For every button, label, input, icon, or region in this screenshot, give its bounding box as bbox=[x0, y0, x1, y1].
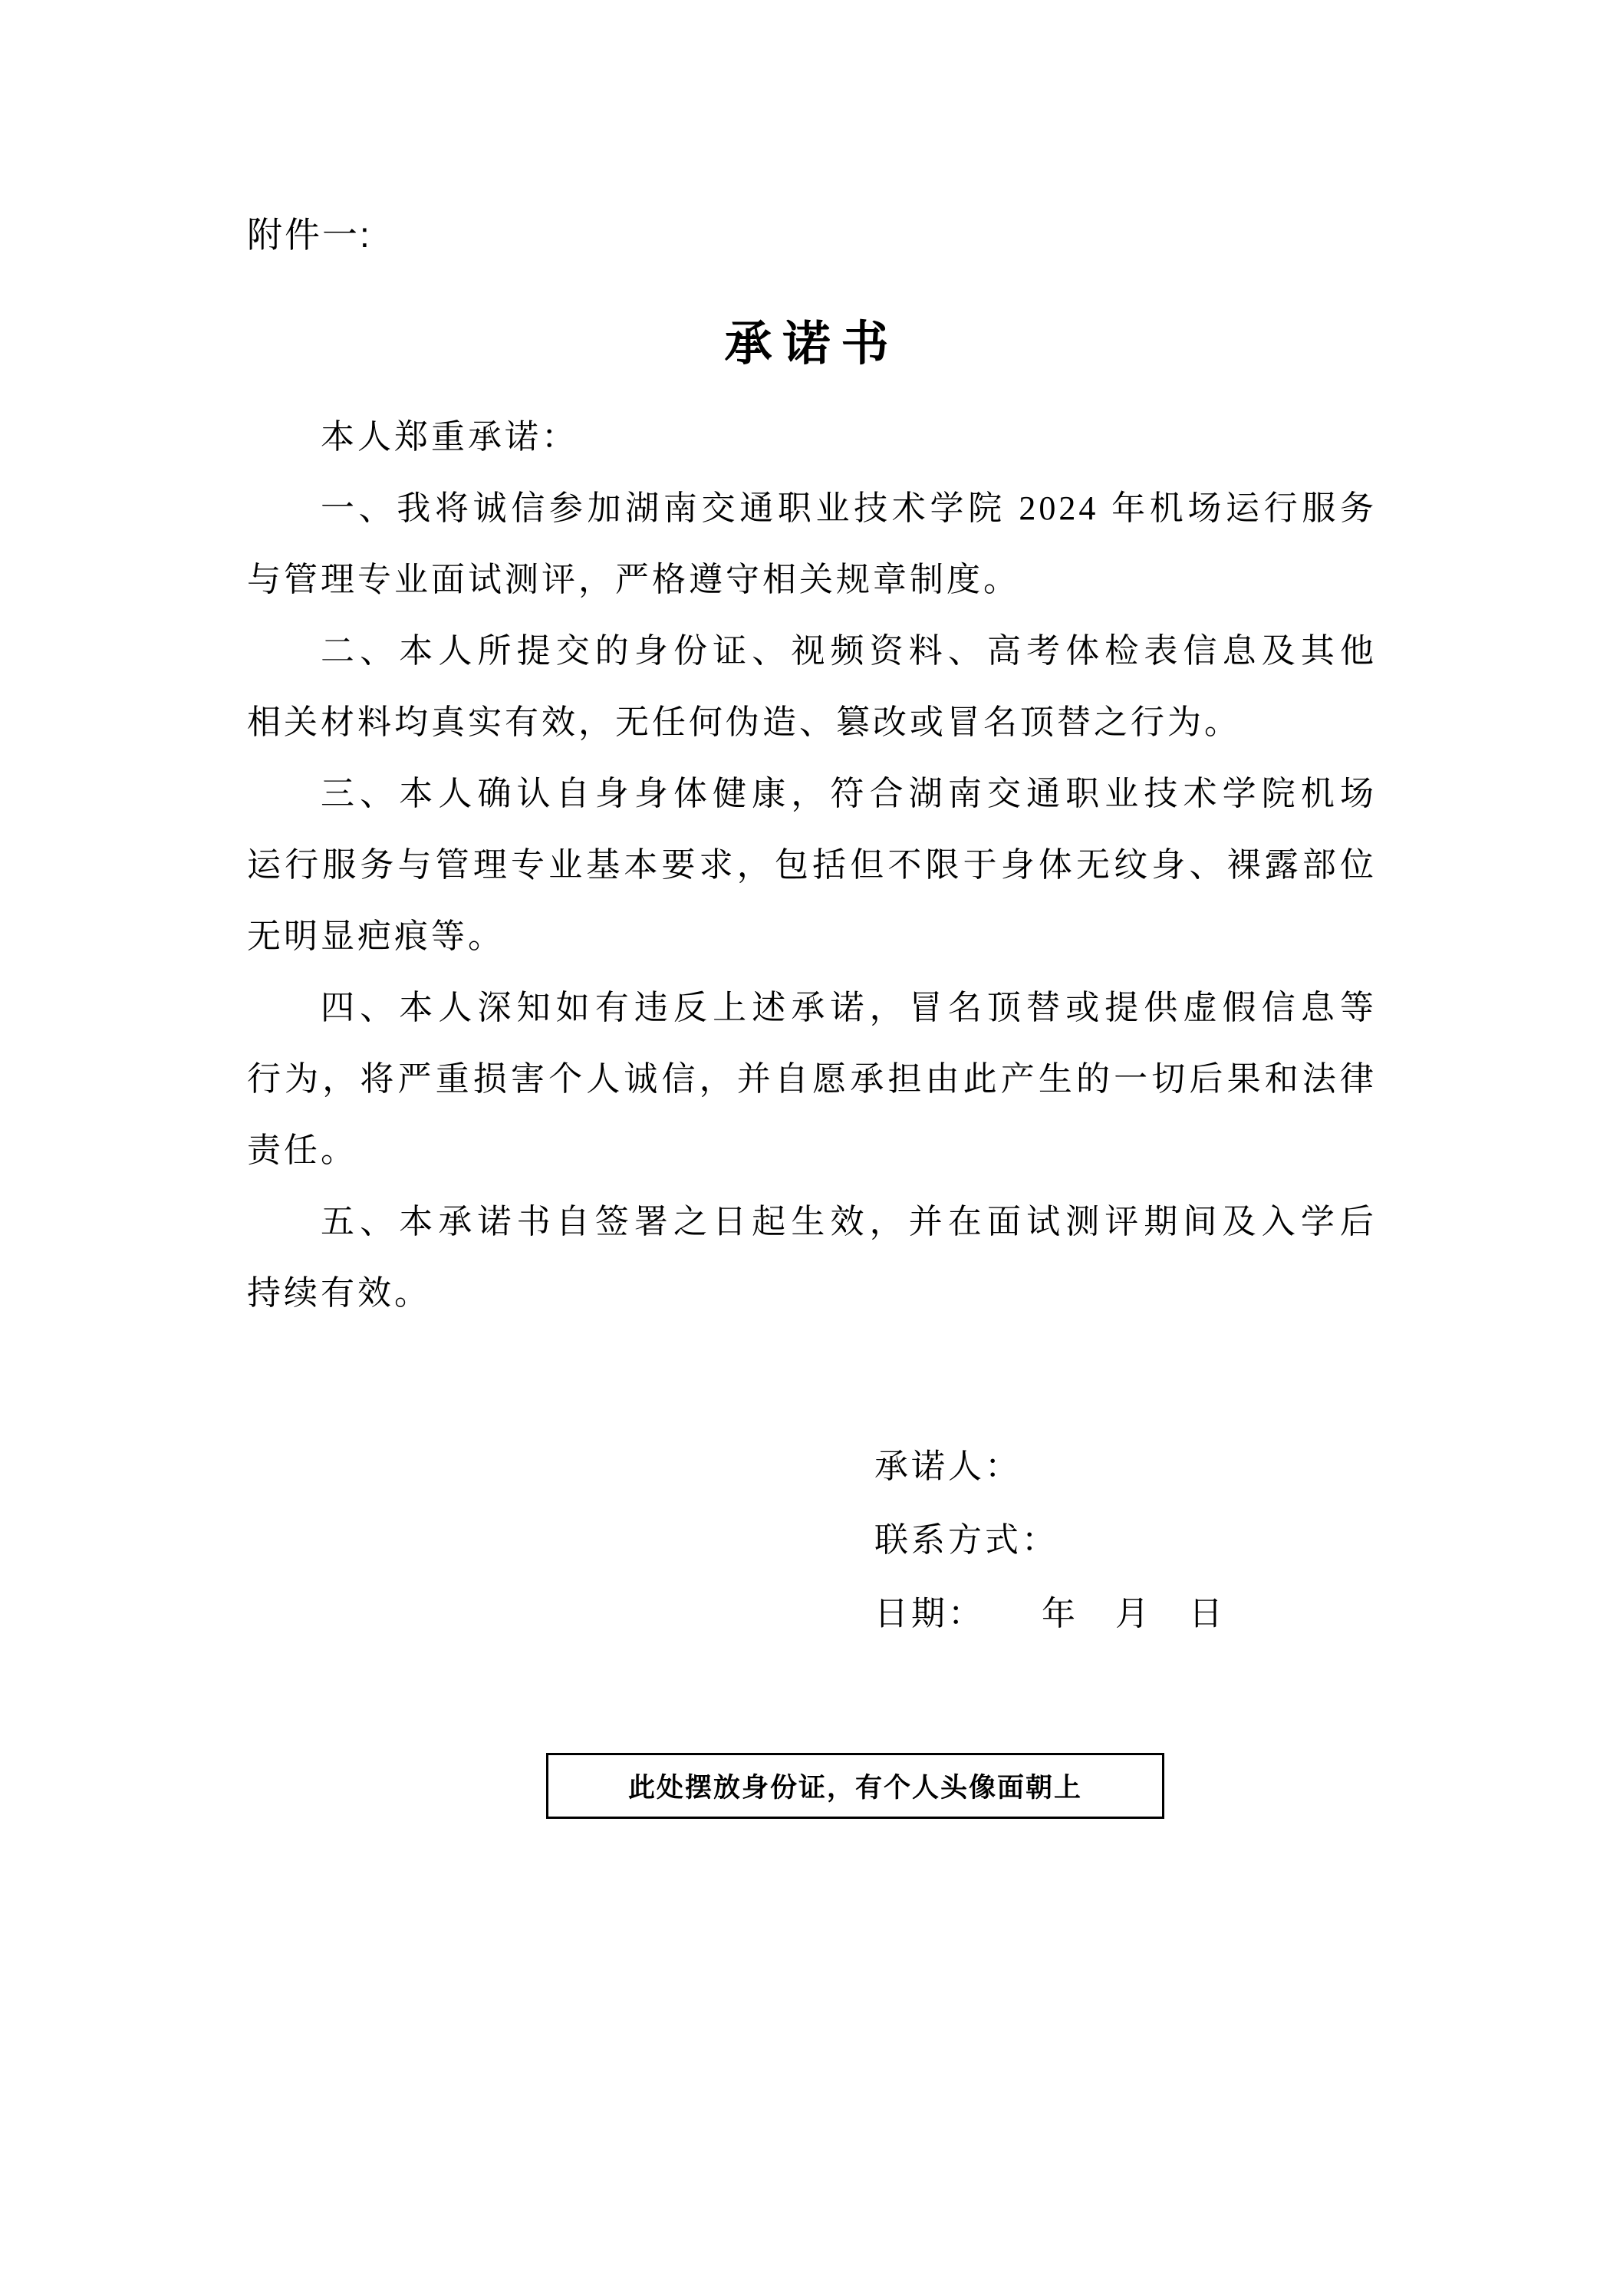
body-line: 五、本承诺书自签署之日起生效，并在面试测评期间及入学后 bbox=[321, 1203, 1377, 1240]
body-line: 相关材料均真实有效，无任何伪造、篡改或冒名顶替之行为。 bbox=[247, 703, 1241, 741]
body-line: 无明显疤痕等。 bbox=[247, 917, 505, 955]
body-line: 与管理专业面试测评，严格遵守相关规章制度。 bbox=[247, 561, 1020, 598]
contact-line: 联系方式： bbox=[874, 1521, 1058, 1559]
date-line: 日期： 年 月 日 bbox=[874, 1595, 1226, 1632]
document-title: 承诺书 bbox=[724, 318, 900, 371]
signature-block bbox=[874, 1430, 1226, 1651]
attachment-label: 附件一: bbox=[247, 215, 372, 255]
id-box-text: 此处摆放身份证，有个人头像面朝上 bbox=[627, 1773, 1082, 1803]
body-line: 持续有效。 bbox=[247, 1274, 431, 1312]
body-line: 本人郑重承诺： bbox=[321, 418, 578, 456]
body-line: 二、本人所提交的身份证、视频资料、高考体检表信息及其他 bbox=[321, 632, 1377, 670]
id-card-placement-box bbox=[546, 1753, 1164, 1819]
body-line: 一、我将诚信参加湖南交通职业技术学院 2024 年机场运行服务 bbox=[321, 489, 1377, 527]
document-body bbox=[247, 401, 1377, 1329]
body-line: 四、本人深知如有违反上述承诺，冒名顶替或提供虚假信息等 bbox=[321, 989, 1377, 1026]
promisor-line: 承诺人： bbox=[874, 1448, 1022, 1485]
body-line: 行为，将严重损害个人诚信，并自愿承担由此产生的一切后果和法律 bbox=[247, 1060, 1377, 1098]
body-line: 三、本人确认自身身体健康，符合湖南交通职业技术学院机场 bbox=[321, 775, 1377, 812]
body-line: 运行服务与管理专业基本要求，包括但不限于身体无纹身、裸露部位 bbox=[247, 846, 1377, 884]
body-line: 责任。 bbox=[247, 1132, 357, 1169]
